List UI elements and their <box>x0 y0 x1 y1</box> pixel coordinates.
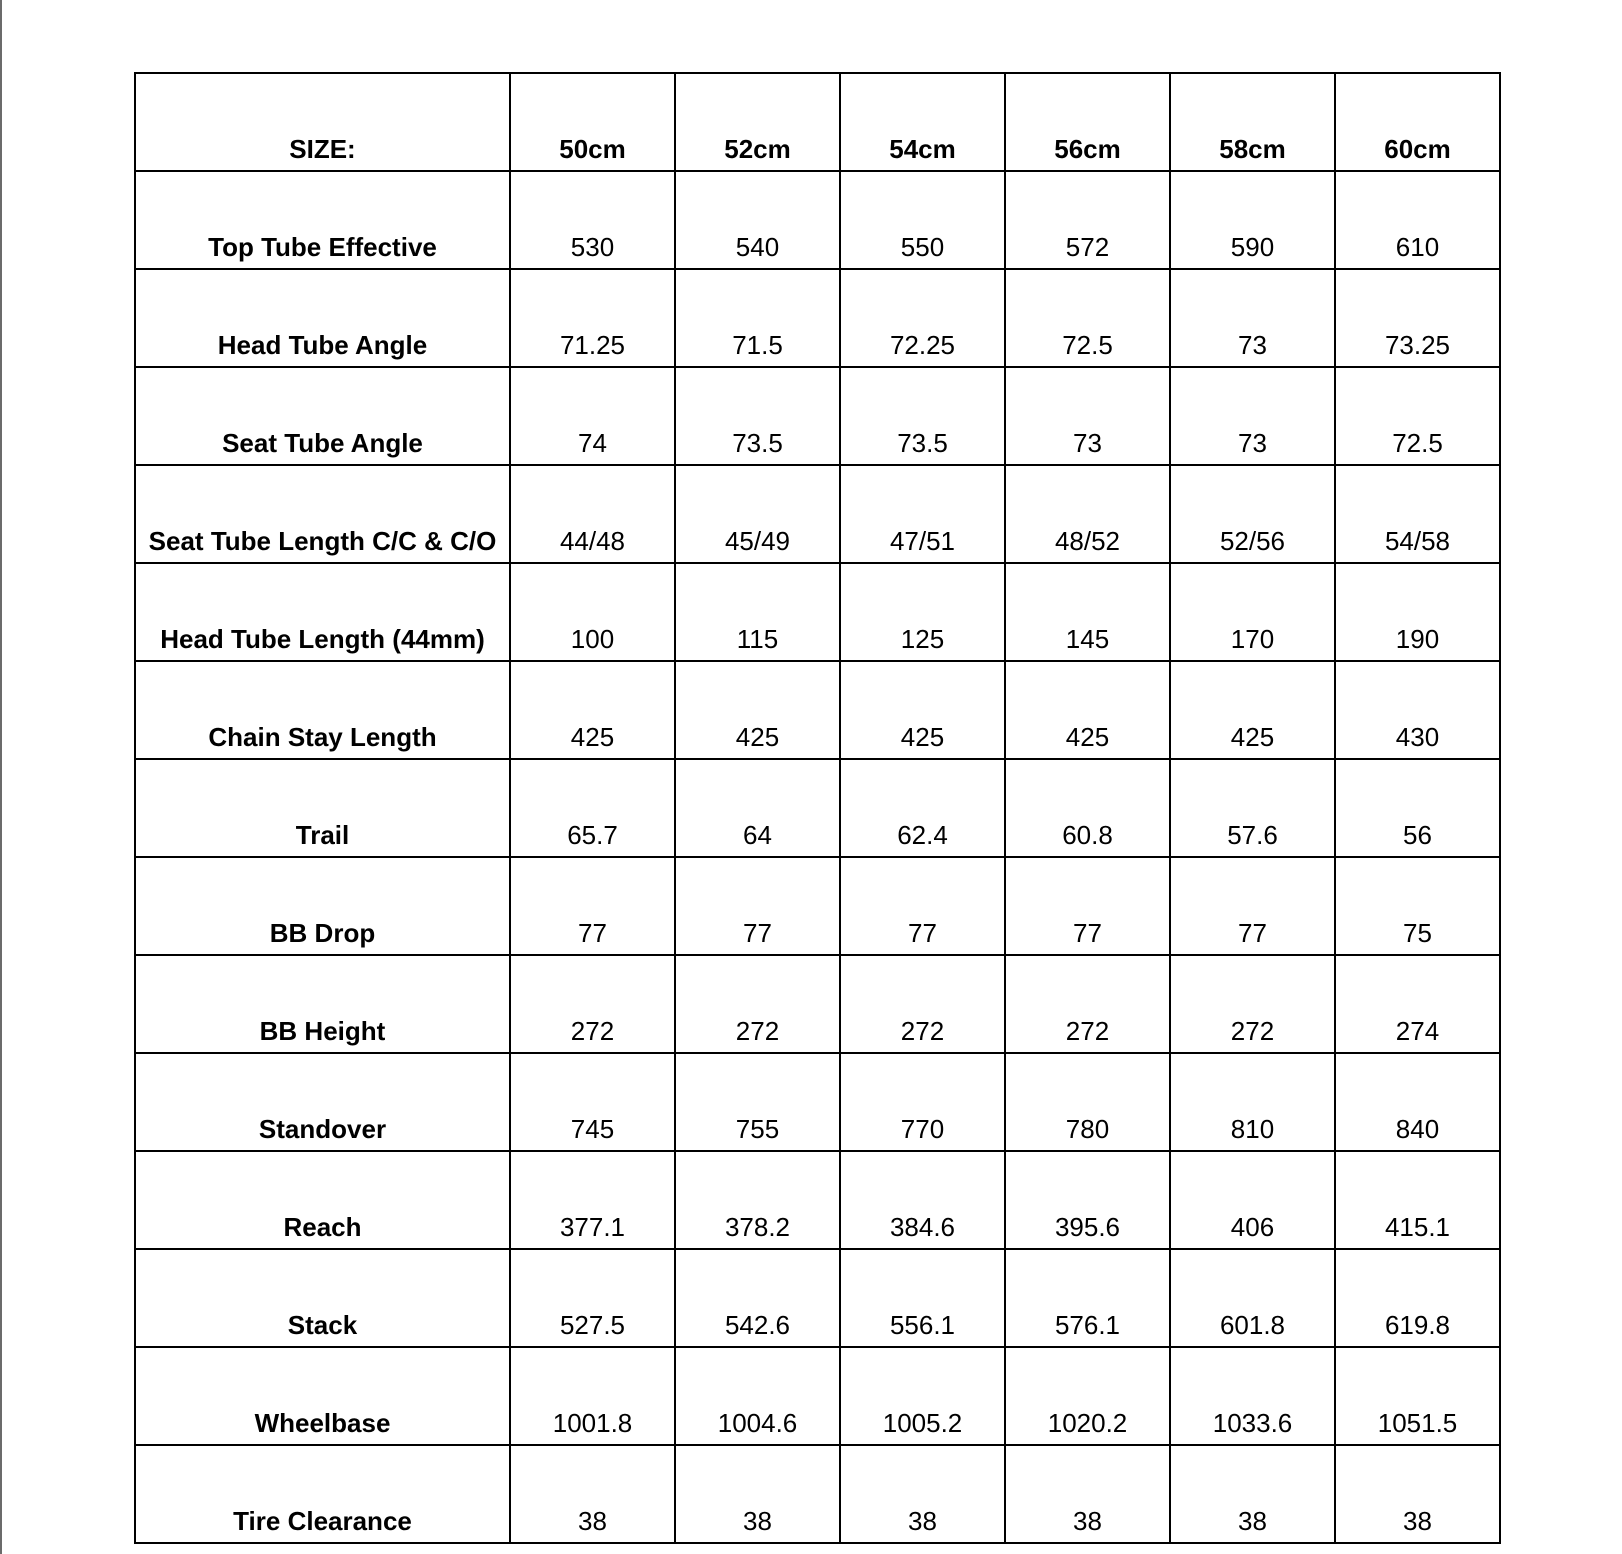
size-column-header: 60cm <box>1335 73 1500 171</box>
row-label: Reach <box>135 1151 510 1249</box>
table-cell: 425 <box>1170 661 1335 759</box>
table-header-row <box>135 73 1500 171</box>
table-cell: 542.6 <box>675 1249 840 1347</box>
table-cell: 425 <box>840 661 1005 759</box>
table-cell: 65.7 <box>510 759 675 857</box>
table-row <box>135 367 1500 465</box>
table-cell: 1004.6 <box>675 1347 840 1445</box>
table-cell: 274 <box>1335 955 1500 1053</box>
row-label: Standover <box>135 1053 510 1151</box>
table-row <box>135 857 1500 955</box>
table-cell: 77 <box>1005 857 1170 955</box>
table-cell: 406 <box>1170 1151 1335 1249</box>
table-cell: 770 <box>840 1053 1005 1151</box>
table-cell: 125 <box>840 563 1005 661</box>
row-label: Tire Clearance <box>135 1445 510 1543</box>
table-row <box>135 1053 1500 1151</box>
table-cell: 47/51 <box>840 465 1005 563</box>
table-row <box>135 465 1500 563</box>
table-cell: 272 <box>1170 955 1335 1053</box>
table-cell: 45/49 <box>675 465 840 563</box>
table-cell: 527.5 <box>510 1249 675 1347</box>
table-cell: 64 <box>675 759 840 857</box>
size-header-label: SIZE: <box>135 73 510 171</box>
table-cell: 100 <box>510 563 675 661</box>
table-cell: 425 <box>510 661 675 759</box>
table-cell: 72.5 <box>1335 367 1500 465</box>
row-label: Stack <box>135 1249 510 1347</box>
table-row <box>135 269 1500 367</box>
row-label: Wheelbase <box>135 1347 510 1445</box>
table-cell: 62.4 <box>840 759 1005 857</box>
row-label: Head Tube Length (44mm) <box>135 563 510 661</box>
table-cell: 810 <box>1170 1053 1335 1151</box>
geometry-table <box>134 72 1501 1544</box>
table-cell: 1020.2 <box>1005 1347 1170 1445</box>
table-cell: 840 <box>1335 1053 1500 1151</box>
size-column-header: 50cm <box>510 73 675 171</box>
table-row <box>135 661 1500 759</box>
size-column-header: 52cm <box>675 73 840 171</box>
row-label: Seat Tube Angle <box>135 367 510 465</box>
table-cell: 610 <box>1335 171 1500 269</box>
table-row <box>135 1151 1500 1249</box>
table-cell: 73.5 <box>675 367 840 465</box>
table-cell: 77 <box>510 857 675 955</box>
table-cell: 52/56 <box>1170 465 1335 563</box>
table-cell: 272 <box>675 955 840 1053</box>
table-cell: 1001.8 <box>510 1347 675 1445</box>
table-cell: 71.5 <box>675 269 840 367</box>
table-cell: 576.1 <box>1005 1249 1170 1347</box>
table-cell: 590 <box>1170 171 1335 269</box>
table-cell: 415.1 <box>1335 1151 1500 1249</box>
table-cell: 425 <box>1005 661 1170 759</box>
table-cell: 38 <box>1005 1445 1170 1543</box>
table-cell: 38 <box>1170 1445 1335 1543</box>
table-cell: 38 <box>510 1445 675 1543</box>
row-label: BB Drop <box>135 857 510 955</box>
table-row <box>135 1249 1500 1347</box>
table-cell: 540 <box>675 171 840 269</box>
table-cell: 77 <box>840 857 1005 955</box>
table-cell: 425 <box>675 661 840 759</box>
table-cell: 54/58 <box>1335 465 1500 563</box>
table-row <box>135 563 1500 661</box>
table-cell: 601.8 <box>1170 1249 1335 1347</box>
table-row <box>135 1347 1500 1445</box>
table-cell: 115 <box>675 563 840 661</box>
table-cell: 1051.5 <box>1335 1347 1500 1445</box>
row-label: Top Tube Effective <box>135 171 510 269</box>
table-cell: 71.25 <box>510 269 675 367</box>
table-cell: 60.8 <box>1005 759 1170 857</box>
table-row <box>135 955 1500 1053</box>
table-cell: 755 <box>675 1053 840 1151</box>
table-cell: 378.2 <box>675 1151 840 1249</box>
table-row <box>135 759 1500 857</box>
table-cell: 430 <box>1335 661 1500 759</box>
row-label: Seat Tube Length C/C & C/O <box>135 465 510 563</box>
table-cell: 57.6 <box>1170 759 1335 857</box>
table-cell: 72.25 <box>840 269 1005 367</box>
row-label: BB Height <box>135 955 510 1053</box>
table-cell: 74 <box>510 367 675 465</box>
row-label: Trail <box>135 759 510 857</box>
table-cell: 530 <box>510 171 675 269</box>
table-cell: 745 <box>510 1053 675 1151</box>
table-cell: 272 <box>1005 955 1170 1053</box>
table-cell: 377.1 <box>510 1151 675 1249</box>
table-cell: 38 <box>840 1445 1005 1543</box>
table-cell: 619.8 <box>1335 1249 1500 1347</box>
table-cell: 75 <box>1335 857 1500 955</box>
table-cell: 77 <box>675 857 840 955</box>
table-cell: 1005.2 <box>840 1347 1005 1445</box>
table-cell: 72.5 <box>1005 269 1170 367</box>
row-label: Chain Stay Length <box>135 661 510 759</box>
size-column-header: 56cm <box>1005 73 1170 171</box>
page-left-edge <box>0 0 2 1554</box>
table-cell: 77 <box>1170 857 1335 955</box>
table-cell: 556.1 <box>840 1249 1005 1347</box>
table-cell: 145 <box>1005 563 1170 661</box>
table-cell: 190 <box>1335 563 1500 661</box>
table-cell: 395.6 <box>1005 1151 1170 1249</box>
row-label: Head Tube Angle <box>135 269 510 367</box>
table-cell: 272 <box>510 955 675 1053</box>
table-cell: 73 <box>1170 269 1335 367</box>
table-cell: 572 <box>1005 171 1170 269</box>
size-column-header: 58cm <box>1170 73 1335 171</box>
table-cell: 1033.6 <box>1170 1347 1335 1445</box>
table-cell: 73.5 <box>840 367 1005 465</box>
table-cell: 272 <box>840 955 1005 1053</box>
table-cell: 170 <box>1170 563 1335 661</box>
table-cell: 73 <box>1005 367 1170 465</box>
size-column-header: 54cm <box>840 73 1005 171</box>
table-cell: 38 <box>675 1445 840 1543</box>
table-row <box>135 1445 1500 1543</box>
table-cell: 56 <box>1335 759 1500 857</box>
table-cell: 38 <box>1335 1445 1500 1543</box>
table-cell: 73 <box>1170 367 1335 465</box>
table-row <box>135 171 1500 269</box>
table-cell: 73.25 <box>1335 269 1500 367</box>
table-cell: 44/48 <box>510 465 675 563</box>
table-cell: 550 <box>840 171 1005 269</box>
table-cell: 384.6 <box>840 1151 1005 1249</box>
table-cell: 780 <box>1005 1053 1170 1151</box>
table-cell: 48/52 <box>1005 465 1170 563</box>
